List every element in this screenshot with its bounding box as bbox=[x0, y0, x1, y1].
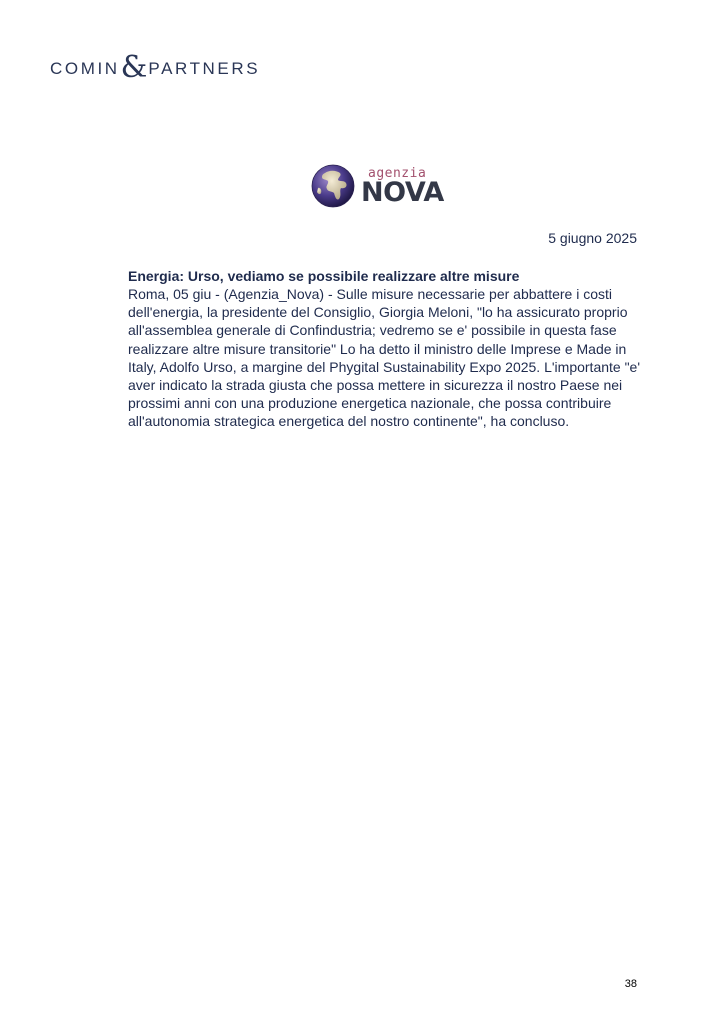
globe-icon bbox=[311, 164, 355, 208]
article-title: Energia: Urso, vediamo se possibile realizzare altre misure bbox=[128, 268, 520, 284]
logo-nova-text: NOVA bbox=[361, 177, 444, 208]
article-body: Roma, 05 giu - (Agenzia_Nova) - Sulle misure necessarie per abbattere i costi dell'energia, la presidente del Consiglio, Giorgia Meloni, "lo ha assicurato proprio all'assemblea generale di Confindustria; vedremo se e' possibile in questa fase realizzare altre misure transitorie" Lo ha detto il ministro delle Imprese e Made in Italy, Adolfo Urso, a margine del Phygital Sustainability Expo 2025. L'importante "e' aver indicato la strada giusta che possa mettere in sicurezza il nostro Paese nei prossimi anni con una produzione energetica nazionale, che possa contribuire all'autonomia strategica energetica del nostro continente", ha concluso. bbox=[128, 286, 641, 430]
page-number: 38 bbox=[624, 978, 637, 990]
logo-word-partners: PARTNERS bbox=[148, 59, 261, 78]
logo-word-comin: COMIN bbox=[50, 59, 120, 78]
article bbox=[128, 267, 643, 431]
article-date: 5 giugno 2025 bbox=[548, 230, 637, 246]
comin-partners-logo bbox=[50, 50, 261, 86]
logo-ampersand: & bbox=[120, 50, 148, 85]
agenzia-nova-logo bbox=[311, 162, 461, 214]
logo-agenzia-text: agenzia bbox=[368, 166, 427, 181]
